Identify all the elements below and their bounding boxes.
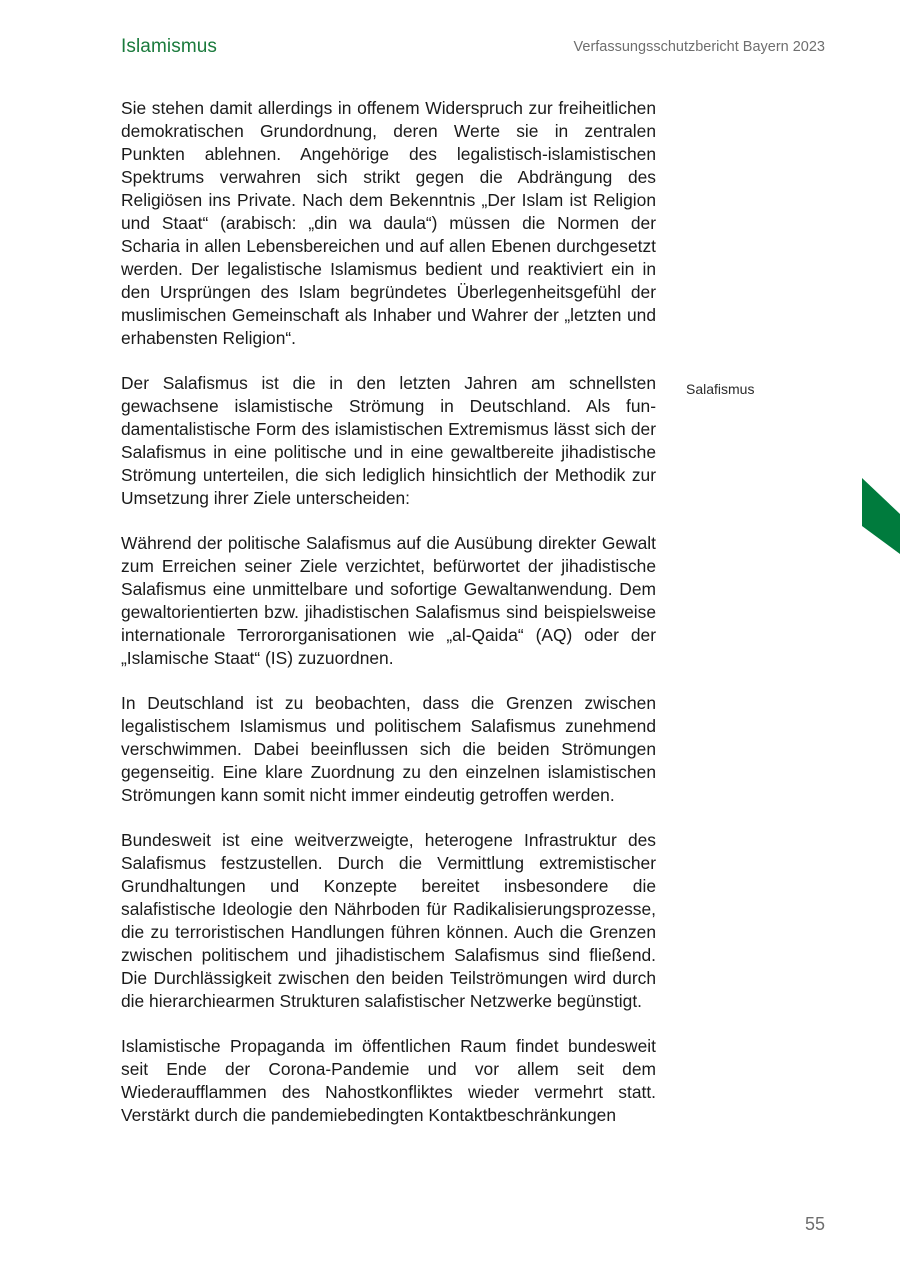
report-title: Verfassungsschutzbericht Bayern 2023: [573, 39, 825, 55]
chapter-tab-marker: [862, 478, 900, 554]
body-text: [121, 97, 656, 1149]
paragraph: In Deutschland ist zu beobachten, dass die Grenzen zwischen legalistischem Islamismus und politischem Salafismus zunehmend verschwimmen. Dabei beeinflussen sich die beiden Strömungen gegenseitig. Eine klare Zuordnung zu den einzelnen islamistischen Strömungen kann somit nicht immer eindeutig getroffen werden.: [121, 693, 656, 805]
paragraph: Islamistische Propaganda im öffentlichen Raum findet bundesweit seit Ende der Corona-Pandemie und vor allem seit dem Wiederaufflammen des Nahostkonfliktes wieder vermehrt statt. Verstärkt durch die pandemiebedingten Kontaktbeschränkungen: [121, 1036, 656, 1125]
paragraph: Während der politische Salafismus auf die Ausübung direkter Gewalt zum Erreichen seiner Ziele verzichtet, befürwortet der jihadistische Salafismus eine unmittelbare und sofortige Gewaltanwendung. Dem gewaltorientierten bzw. jihadistischen Salafismus sind beispielsweise internationale Terrororganisationen wie „al-Qaida“ (AQ) oder der „Islamische Staat“ (IS) zuzuordnen.: [121, 533, 656, 668]
page-number: 55: [804, 1214, 825, 1234]
margin-note: Salafismus: [686, 381, 755, 397]
paragraph: Bundesweit ist eine weitverzweigte, heterogene Infrastruktur des Salafismus festzustellen. Durch die Vermittlung extremistischer Grundhaltungen und Konzepte bereitet insbesondere die salafistische Ideologie den Nährboden für Radikalisierungsprozesse, die zu terroristischen Handlungen führen können. Auch die Grenzen zwischen politischem und jihadistischem Salafismus sind fließend. Die Durchlässigkeit zwischen den beiden Teilströmungen wird durch die hierarchiearmen Strukturen salafistischer Netzwerke begünstigt.: [121, 830, 656, 1011]
section-title: Islamismus: [121, 36, 218, 57]
paragraph: Der Salafismus ist die in den letzten Jahren am schnellsten gewachsene islamistische Strömung in Deutschland. Als fundamentalistische Form des islamistischen Extremismus lässt sich der Salafismus in eine politische und in eine gewaltbereite jihadistische Strömung unterteilen, die sich lediglich hinsichtlich der Methodik zur Umsetzung ihrer Ziele unterscheiden:: [121, 373, 656, 508]
paragraph: Sie stehen damit allerdings in offenem Widerspruch zur freiheitlichen demokratischen Grundordnung, deren Werte sie in zentralen Punkten ablehnen. Angehörige des legalistisch-islamistischen Spektrums verwahren sich strikt gegen die Abdrängung des Religiösen ins Private. Nach dem Bekenntnis „Der Islam ist Religion und Staat“ (arabisch: „din wa daula“) müssen die Normen der Scharia in allen Lebensbereichen und auf allen Ebenen durchgesetzt werden. Der legalistische Islamismus bedient und reaktiviert ein in den Ursprüngen des Islam begründetes Überlegenheitsgefühl der muslimischen Gemeinschaft als Inhaber und Wahrer der „letzten und erhabensten Religion“.: [121, 98, 656, 348]
